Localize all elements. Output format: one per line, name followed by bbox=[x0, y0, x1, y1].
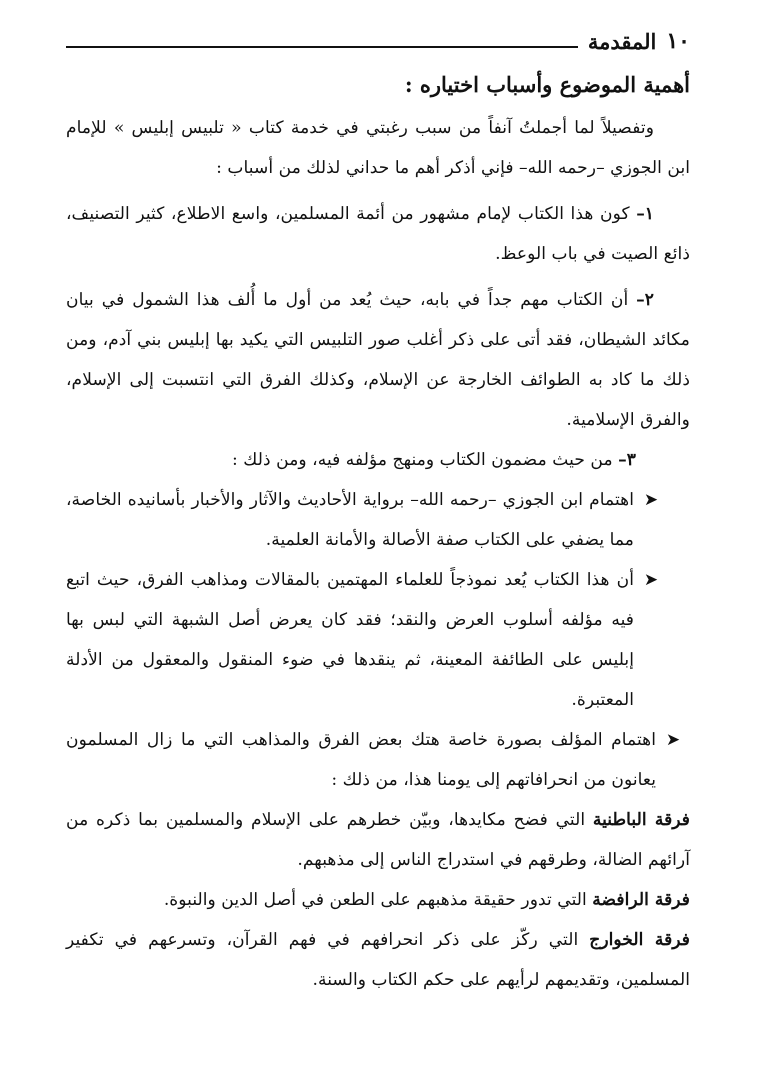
arrowhead-left-icon: ➤ bbox=[665, 730, 681, 750]
arrowhead-left-icon: ➤ bbox=[643, 490, 659, 510]
bullet-item bbox=[66, 720, 690, 800]
reason-text: كون هذا الكتاب لإمام مشهور من أئمة المسلمين، واسع الاطلاع، كثير التصنيف، ذائع الصيت في باب الوعظ. bbox=[66, 204, 690, 264]
reason-1 bbox=[66, 194, 690, 274]
reason-number: ٣– bbox=[618, 450, 636, 470]
reason-3 bbox=[66, 440, 690, 480]
header-rule bbox=[66, 46, 578, 48]
sect-text: التي فضح مكايدها، وبيّن خطرهم على الإسلام والمسلمين بما ذكره من آرائهم الضالة، وطرقهم في استدراج الناس إلى مذهبهم. bbox=[66, 810, 690, 870]
bullet-text: اهتمام ابن الجوزي –رحمه الله– برواية الأحاديث والآثار والأخبار بأسانيده الخاصة، مما يضفي على الكتاب صفة الأصالة والأمانة العلمية. bbox=[66, 490, 634, 550]
bullet-item bbox=[66, 480, 690, 560]
intro-line-1: وتفصيلاً لما أجملتُ آنفاً من سبب رغبتي في خدمة كتاب « تلبيس إبليس » bbox=[113, 118, 654, 138]
sect-name: فرقة الخوارج bbox=[589, 930, 690, 950]
bullet-text: أن هذا الكتاب يُعد نموذجاً للعلماء المهتمين بالمقالات ومذاهب الفرق، حيث اتبع فيه مؤلفه أسلوب العرض والنقد؛ فقد كان يعرض أصل الشبهة التي لبس بها إبليس على الطائفة المعينة، ثم ينقدها في ضوء المنقول والمعقول من الأدلة المعتبرة. bbox=[66, 570, 634, 710]
section-title: أهمية الموضوع وأسباب اختياره : bbox=[404, 72, 690, 97]
reason-text: أن الكتاب مهم جداً في بابه، حيث يُعد من أول ما أُلف هذا الشمول في بيان مكائد الشيطان، فقد أتى على ذكر أغلب صور التلبيس التي يكيد بها إبليس بني آدم، ومن ذلك ما كاد به الطوائف الخارجة عن الإسلام، وكذلك الفرق التي انتسبت إلى الإسلام، والفرق الإسلامية. bbox=[66, 290, 690, 430]
bullet-text: اهتمام المؤلف بصورة خاصة هتك بعض الفرق والمذاهب التي ما زال المسلمون يعانون من انحرافاتهم إلى يومنا هذا، من ذلك : bbox=[66, 730, 656, 790]
sect-name: فرقة الرافضة bbox=[592, 890, 690, 910]
sect-rafida bbox=[66, 880, 690, 920]
page-number: ١٠ bbox=[666, 28, 690, 54]
arrowhead-left-icon: ➤ bbox=[643, 570, 659, 590]
reason-number: ١– bbox=[636, 204, 655, 224]
sect-text: التي تدور حقيقة مذهبهم على الطعن في أصل الدين والنبوة. bbox=[163, 890, 587, 910]
intro-line-2: للإمام ابن الجوزي –رحمه الله– فإني أذكر أهم ما حداني لذلك من أسباب : bbox=[66, 118, 690, 178]
chapter-title: المقدمة bbox=[587, 29, 657, 54]
bullet-item bbox=[66, 560, 690, 720]
reason-text: من حيث مضمون الكتاب ومنهج مؤلفه فيه، ومن ذلك : bbox=[232, 450, 613, 470]
sect-name: فرقة الباطنية bbox=[592, 810, 690, 830]
sect-khawarij bbox=[66, 920, 690, 1000]
reason-number: ٢– bbox=[636, 290, 654, 310]
intro-paragraph bbox=[66, 108, 690, 188]
sect-text: التي ركّز على ذكر انحرافهم في فهم القرآن، وتسرعهم في تكفير المسلمين، وتقديمهم لرأيهم على حكم الكتاب والسنة. bbox=[66, 930, 690, 990]
reason-2 bbox=[66, 280, 690, 440]
sect-batiniyya bbox=[66, 800, 690, 880]
running-header bbox=[66, 18, 690, 54]
